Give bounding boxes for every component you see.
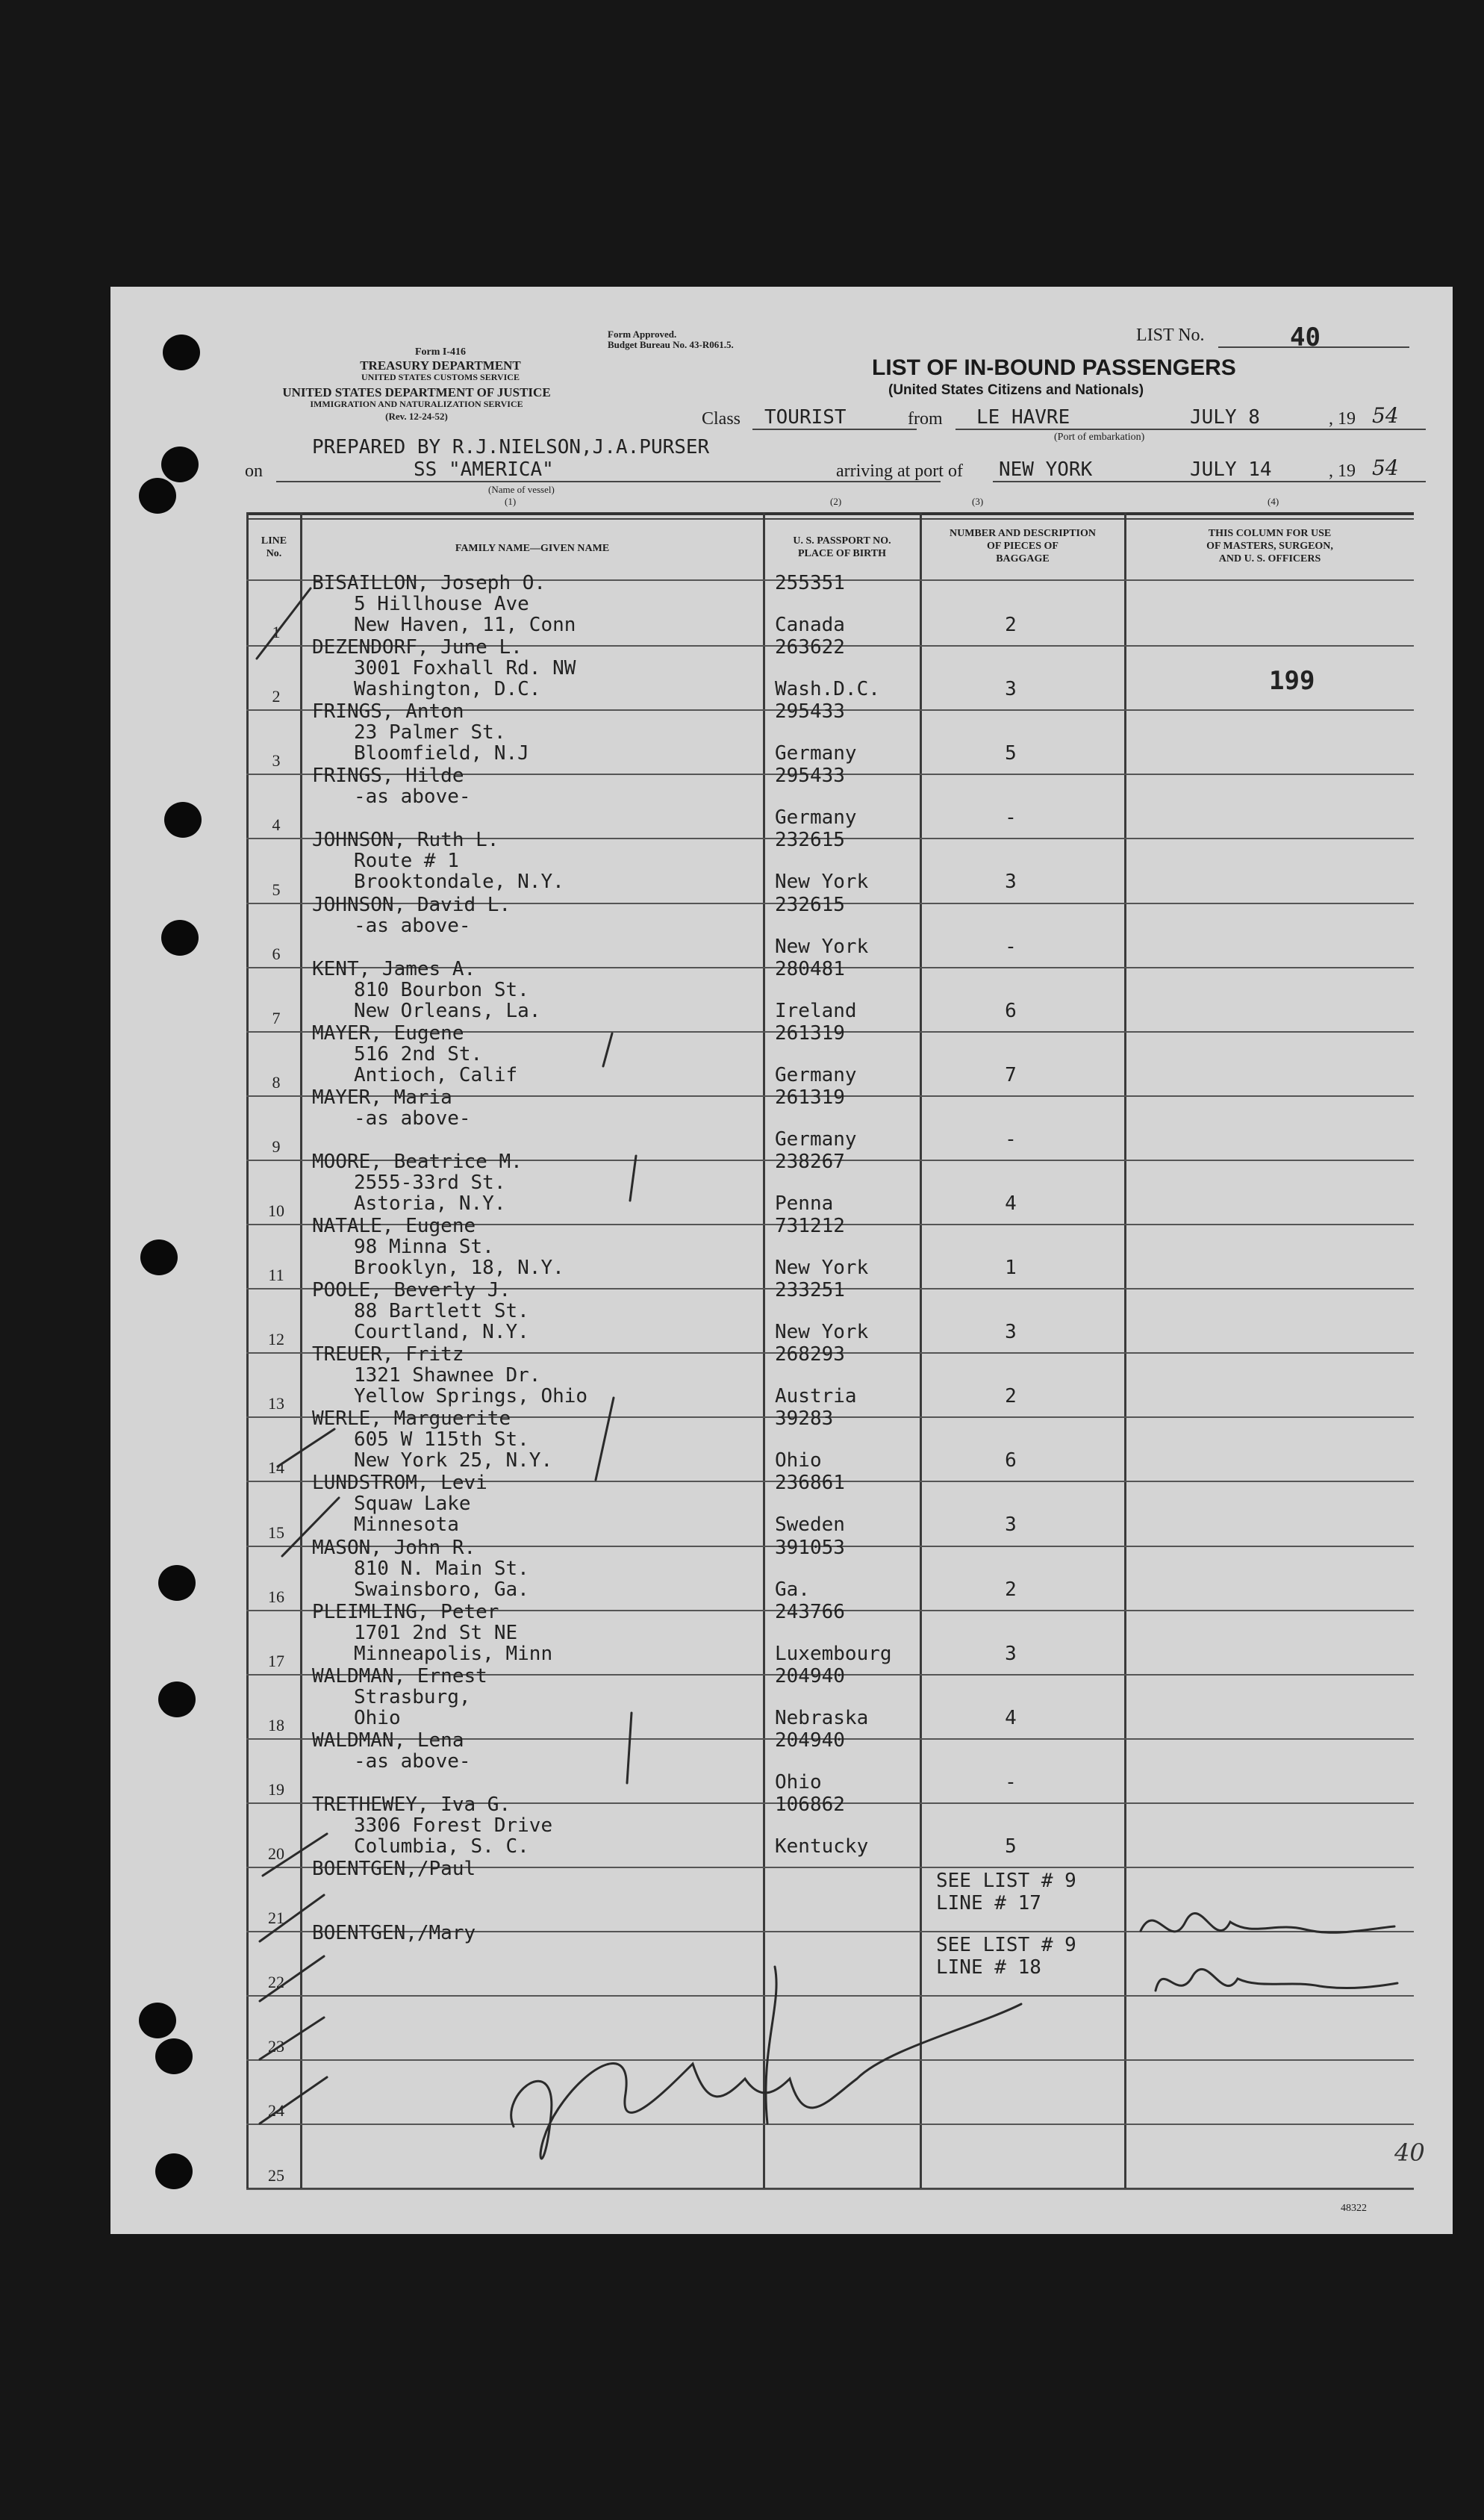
passenger-address: Ohio [354,1707,401,1729]
baggage-count: 3 [1005,1643,1017,1665]
line-number: 8 [272,1073,281,1092]
line-number: 20 [268,1844,284,1863]
birth-place: Sweden [775,1513,845,1536]
baggage-count: 3 [1005,1321,1017,1343]
passenger-name: WERLE, Marguerite [312,1407,511,1430]
passenger-address: Strasburg, [354,1686,471,1708]
passport-number: 243766 [775,1601,845,1623]
check-mark-icon [260,2077,327,2124]
passport-number: 391053 [775,1537,845,1559]
corner-note: 40 [1394,2138,1425,2167]
line-number: 9 [272,1137,281,1156]
line-number: 5 [272,880,281,899]
passenger-address: -as above- [354,1750,471,1773]
passenger-name: DEZENDORF, June L. [312,636,523,659]
on-label: on [245,461,263,481]
birth-place: Wash.D.C. [775,678,880,700]
birth-place: Germany [775,1128,857,1151]
birth-place: Luxembourg [775,1643,892,1665]
birth-place: Germany [775,1064,857,1086]
passenger-address: 98 Minna St. [354,1236,494,1258]
departure-date: JULY 8 [1190,406,1260,429]
baggage-count: 2 [1005,1578,1017,1601]
line-number: 6 [272,945,281,963]
check-mark-icon [282,1498,339,1556]
passenger-address: 516 2nd St. [354,1043,483,1065]
passenger-address: Brooklyn, 18, N.Y. [354,1257,564,1279]
passenger-address: Bloomfield, N.J [354,742,529,765]
col-header-name: FAMILY NAME—GIVEN NAME [455,543,610,554]
line-number: 7 [272,1009,281,1027]
ins-label: IMMIGRATION AND NATURALIZATION SERVICE [310,399,523,409]
passport-number: 106862 [775,1793,845,1816]
prepared-by: PREPARED BY R.J.NIELSON,J.A.PURSER [312,436,710,458]
form-approved: Form Approved. [608,329,677,340]
passenger-address: 605 W 115th St. [354,1428,529,1451]
passport-number: 263622 [775,636,845,659]
baggage-count: 6 [1005,1000,1017,1022]
passenger-address: New Haven, 11, Conn [354,614,576,636]
line-number: 11 [268,1266,284,1284]
check-mark-icon [278,1429,334,1466]
passport-number: 233251 [775,1279,845,1301]
departure-year: 54 [1372,403,1399,428]
passenger-name: JOHNSON, Ruth L. [312,829,499,851]
passenger-name: MOORE, Beatrice M. [312,1151,523,1173]
col-header-baggage: NUMBER AND DESCRIPTION OF PIECES OF BAGGAGE [949,528,1097,564]
passenger-address: -as above- [354,1107,471,1130]
check-mark-icon [260,1956,324,2001]
baggage-count: 3 [1005,871,1017,893]
baggage-count: - [1005,1128,1017,1151]
passenger-name: NATALE, Eugene [312,1215,476,1237]
passenger-address: Swainsboro, Ga. [354,1578,529,1601]
baggage-count: 7 [1005,1064,1017,1086]
line-number: 13 [268,1394,284,1413]
line-number: 15 [268,1523,284,1542]
class-label: Class [702,409,741,429]
col4-number: (4) [1268,496,1279,507]
passenger-address: Washington, D.C. [354,678,541,700]
line-number: 12 [268,1330,284,1348]
baggage-count: 5 [1005,742,1017,765]
passport-number: 238267 [775,1151,845,1173]
passenger-name: TRETHEWEY, Iva G. [312,1793,511,1816]
passenger-name: WALDMAN, Lena [312,1729,464,1752]
line-number: 4 [272,815,281,834]
passenger-name: WALDMAN, Ernest [312,1665,487,1687]
passenger-address: Antioch, Calif [354,1064,518,1086]
passenger-address: -as above- [354,785,471,808]
col-header-line: LINE No. [261,535,287,559]
footer-code: 48322 [1341,2203,1367,2214]
passenger-address: 810 N. Main St. [354,1558,529,1580]
passenger-address: 5 Hillhouse Ave [354,593,529,615]
passenger-address: -as above- [354,915,471,937]
passenger-address: 88 Bartlett St. [354,1300,529,1322]
passport-number: 236861 [775,1472,845,1494]
line-number: 17 [268,1652,284,1670]
passport-number: 261319 [775,1086,845,1109]
page-subtitle: (United States Citizens and Nationals) [888,382,1144,398]
birth-place: New York [775,871,869,893]
arrival-date: JULY 14 [1190,458,1272,481]
check-mark-icon [603,1033,612,1066]
list-no-label: LIST No. [1136,326,1205,345]
vessel-caption: (Name of vessel) [488,484,555,495]
col-header-officers: THIS COLUMN FOR USE OF MASTERS, SURGEON, AND U. S. OFFICERS [1206,528,1333,564]
check-mark-icon [260,2017,324,2059]
baggage-count: 2 [1005,614,1017,636]
birth-place: Canada [775,614,845,636]
baggage-count: - [1005,806,1017,829]
birth-place: Kentucky [775,1835,869,1858]
birth-place: Germany [775,806,857,829]
passenger-name: BOENTGEN,/Paul [312,1858,476,1880]
embark-port: LE HAVRE [976,406,1070,429]
passenger-address: Yellow Springs, Ohio [354,1385,588,1407]
check-mark-icon [263,1834,327,1876]
birth-place: Penna [775,1192,834,1215]
birth-place: New York [775,936,869,958]
passenger-address: 3001 Foxhall Rd. NW [354,657,576,679]
line-number: 24 [268,2101,284,2120]
baggage-count: 2 [1005,1385,1017,1407]
passenger-address: 2555-33rd St. [354,1172,506,1194]
port-embark-caption: (Port of embarkation) [1054,432,1145,443]
passenger-address: 3306 Forest Drive [354,1814,553,1837]
check-mark-icon [260,1895,324,1941]
vessel-name: SS "AMERICA" [414,458,554,481]
check-mark-icon [596,1398,614,1480]
birth-place: Austria [775,1385,857,1407]
passport-number: 204940 [775,1729,845,1752]
passport-number: 255351 [775,572,845,594]
passport-number: 261319 [775,1022,845,1045]
col2-number: (2) [830,496,842,507]
passport-number: 39283 [775,1407,834,1430]
passenger-name: FRINGS, Anton [312,700,464,723]
baggage-reference: SEE LIST # 9 LINE # 17 [936,1870,1076,1914]
passport-number: 268293 [775,1343,845,1366]
treasury-label: TREASURY DEPARTMENT [360,358,521,373]
officer-signature [766,1967,776,2124]
baggage-count: 5 [1005,1835,1017,1858]
passenger-name: TREUER, Fritz [312,1343,464,1366]
budget-bureau: Budget Bureau No. 43-R061.5. [608,339,734,350]
baggage-count: 3 [1005,1513,1017,1536]
passenger-address: New Orleans, La. [354,1000,541,1022]
form-number: Form I-416 [414,346,467,358]
passenger-address: Minnesota [354,1513,459,1536]
check-mark-icon [630,1156,636,1201]
wilkinson-signature [1141,1913,1394,1932]
passenger-name: POOLE, Beverly J. [312,1279,511,1301]
handwritten-marks [110,287,1453,2234]
line-number: 16 [268,1587,284,1606]
passenger-address: 23 Palmer St. [354,721,506,744]
class-value: TOURIST [764,406,847,429]
passenger-name: JOHNSON, David L. [312,894,511,916]
baggage-count: 6 [1005,1449,1017,1472]
line-number: 23 [268,2037,284,2056]
manifest-sheet [110,287,1453,2234]
birth-place: Ohio [775,1449,822,1472]
passport-number: 731212 [775,1215,845,1237]
baggage-count: - [1005,936,1017,958]
year-label: , 19 [1329,409,1356,429]
revision-label: (Rev. 12-24-52) [385,411,448,422]
passenger-address: 1701 2nd St NE [354,1622,518,1644]
passenger-name: MAYER, Maria [312,1086,452,1109]
passenger-address: Columbia, S. C. [354,1835,529,1858]
passenger-address: Courtland, N.Y. [354,1321,529,1343]
col-header-passport: U. S. PASSPORT NO. PLACE OF BIRTH [793,535,891,559]
birth-place: Ireland [775,1000,857,1022]
list-number: 40 [1290,323,1321,352]
birth-place: New York [775,1321,869,1343]
passenger-address: 810 Bourbon St. [354,979,529,1001]
line-number: 22 [268,1973,284,1991]
wilkinson-signature [1156,1969,1397,1991]
customs-label: UNITED STATES CUSTOMS SERVICE [361,372,520,382]
col3-number: (3) [972,496,984,507]
passport-number: 232615 [775,829,845,851]
birth-place: Germany [775,742,857,765]
baggage-count: 4 [1005,1707,1017,1729]
passenger-name: MAYER, Eugene [312,1022,464,1045]
passenger-address: Route # 1 [354,850,459,872]
passenger-address: Squaw Lake [354,1493,471,1515]
passenger-address: Astoria, N.Y. [354,1192,506,1215]
passport-number: 232615 [775,894,845,916]
check-mark-icon [627,1713,632,1783]
line-number: 2 [272,687,281,706]
birth-place: New York [775,1257,869,1279]
passport-number: 280481 [775,958,845,980]
baggage-count: - [1005,1771,1017,1793]
line-number: 19 [268,1780,284,1799]
passport-number: 295433 [775,765,845,787]
passenger-name: BISAILLON, Joseph O. [312,572,546,594]
birth-place: Ohio [775,1771,822,1793]
baggage-count: 1 [1005,1257,1017,1279]
arriving-label: arriving at port of [836,461,963,481]
justice-label: UNITED STATES DEPARTMENT OF JUSTICE [282,385,551,399]
baggage-reference: SEE LIST # 9 LINE # 18 [936,1934,1076,1979]
passenger-address: New York 25, N.Y. [354,1449,553,1472]
birth-place: Nebraska [775,1707,869,1729]
line-number: 1 [272,623,281,641]
passenger-address: 1321 Shawnee Dr. [354,1364,541,1387]
passenger-name: PLEIMLING, Peter [312,1601,499,1623]
arrival-year: 54 [1372,455,1399,480]
passenger-name: FRINGS, Hilde [312,765,464,787]
col1-number: (1) [505,496,517,507]
line-number: 25 [268,2166,284,2185]
birth-place: Ga. [775,1578,810,1601]
line-number: 3 [272,751,281,770]
passenger-address: Brooktondale, N.Y. [354,871,564,893]
baggage-count: 4 [1005,1192,1017,1215]
check-mark-icon [257,588,311,659]
line-number: 10 [268,1201,284,1220]
line-number: 18 [268,1716,284,1735]
page-title: LIST OF IN-BOUND PASSENGERS [872,355,1236,380]
passport-number: 204940 [775,1665,845,1687]
line-number: 21 [268,1908,284,1927]
passenger-name: MASON, John R. [312,1537,476,1559]
passenger-name: LUNDSTROM, Levi [312,1472,487,1494]
passenger-address: Minneapolis, Minn [354,1643,553,1665]
from-label: from [908,409,943,429]
year-label: , 19 [1329,461,1356,481]
officer-note: 199 [1269,666,1315,696]
passenger-name: BOENTGEN,/Mary [312,1922,476,1944]
arrival-port: NEW YORK [999,458,1093,481]
baggage-count: 3 [1005,678,1017,700]
line-number: 14 [268,1458,284,1477]
passenger-name: KENT, James A. [312,958,476,980]
passport-number: 295433 [775,700,845,723]
